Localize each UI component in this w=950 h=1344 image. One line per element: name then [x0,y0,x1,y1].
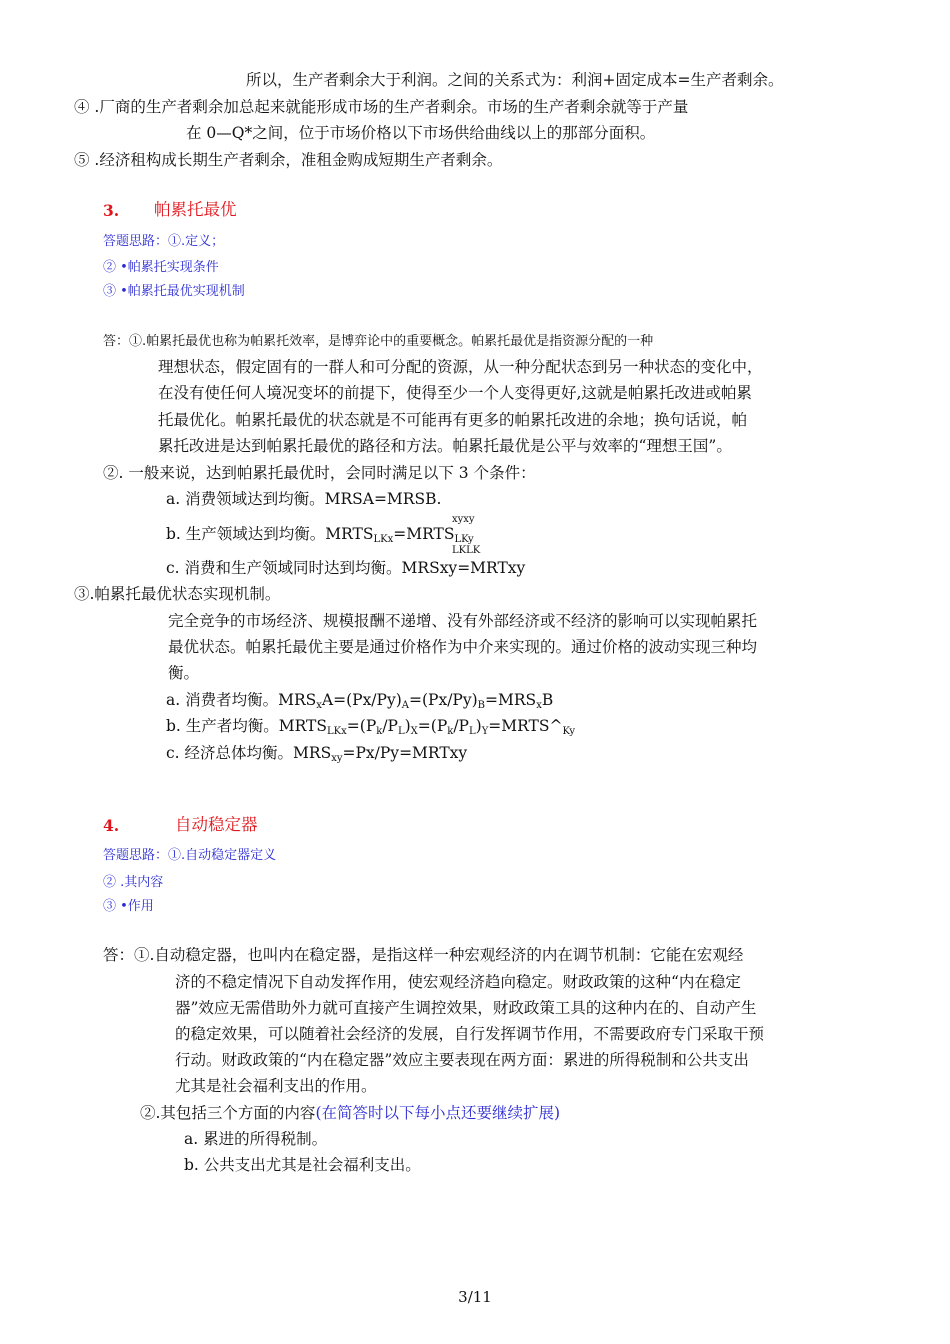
paragraph-line: 在 0—Q*之间，位于市场价格以下市场供给曲线以上的那部分面积。 [186,124,656,142]
content-item-a: a. 累进的所得税制。 [184,1130,328,1148]
mechanism-b [166,716,575,742]
subscript: k [447,726,454,737]
page-number: 3/11 [458,1288,492,1306]
answer-line-text: 答：①.帕累托最优也称为帕累托效率，是博弈论中的重要概念。帕累托最优是指资源分配的一种 [103,334,654,349]
answer-line: 行动。财政政策的“内在稳定器”效应主要表现在两方面：累进的所得税制和公共支出 [175,1051,749,1069]
conditions-intro: ②. 一般来说，达到帕累托最优时，会同时满足以下 3 个条件： [103,464,536,482]
section-3-number: 3. [103,201,120,220]
subscript: LKx [327,726,347,737]
paragraph-line: 所以，生产者剩余大于利润。之间的关系式为：利润+固定成本=生产者剩余。 [246,71,784,89]
mechanism-line: 完全竞争的市场经济、规模报酬不递增、没有外部经济或不经济的影响可以实现帕累托 [168,612,758,630]
subscript: A [401,700,409,711]
answer-line: 托最优化。帕累托最优的状态就是不可能再有更多的帕累托改进的余地；换句话说，帕 [158,411,748,429]
subscript: x [536,700,542,711]
answer-outline-3: ③ •作用 [103,899,154,914]
answer-outline-3: ③ •帕累托最优实现机制 [103,284,245,299]
answer-outline-1: 答题思路：①.定义； [103,234,225,249]
subscript: LKx [373,534,394,545]
condition-b-text: b. 生产领域达到均衡。MRTS [166,525,374,543]
formula-part: =MRTS^ [488,717,563,735]
section-4-title: 自动稳定器 [175,815,258,834]
answer-line: 答：①.自动稳定器，也叫内在稳定器，是指这样一种宏观经济的内在调节机制：它能在宏观经 [103,946,744,964]
subscript: LKy [454,534,474,545]
subscript: L [468,726,476,737]
formula-part: =(P [346,717,377,735]
condition-b [166,524,474,550]
subscript: Y [481,726,489,737]
answer-line: 的稳定效果，可以随着社会经济的发展，自行发挥调节作用，不需要政府专门采取干预 [175,1025,765,1043]
answer-line: 在没有使任何人境况变坏的前提下，使得至少一个人变得更好,这就是帕累托改进或帕累 [158,384,752,402]
mechanism-a [166,690,553,716]
formula-part: A=(Px/Py) [321,691,402,709]
formula-part: ) [475,717,482,735]
mechanism-a-text: a. 消费者均衡。MRS [166,691,317,709]
formula-part: =(Px/Py) [409,691,478,709]
formula-part: ) [404,717,411,735]
mechanism-line: 最优状态。帕累托最优主要是通过价格作为中介来实现的。通过价格的波动实现三种均 [168,638,758,656]
condition-a: a. 消费领域达到均衡。MRSA=MRSB. [166,490,442,508]
condition-a-subscripts: xyxy [452,514,475,525]
mechanism-line: 衡。 [168,664,200,682]
subscript: xy [331,753,343,764]
subscript: x [316,700,322,711]
condition-b-mid: =MRTS [393,525,455,543]
answer-line: 累托改进是达到帕累托最优的路径和方法。帕累托最优是公平与效率的“理想王国”。 [158,437,732,455]
mechanism-title: ③.帕累托最优状态实现机制。 [74,585,281,603]
list-item-4: ④ .厂商的生产者剩余加总起来就能形成市场的生产者剩余。市场的生产者剩余就等于产量 [74,98,689,116]
contents-intro-note: (在简答时以下每小点还要继续扩展) [315,1104,561,1122]
answer-line: 济的不稳定情况下自动发挥作用，使宏观经济趋向稳定。财政政策的这种“内在稳定 [175,973,741,991]
answer-line [103,330,653,352]
answer-line: 尤其是社会福利支出的作用。 [175,1077,377,1095]
subscript: L [397,726,405,737]
mechanism-c-text: c. 经济总体均衡。MRS [166,744,332,762]
subscript: k [376,726,383,737]
formula-part: /P [382,717,398,735]
answer-line: 器”效应无需借助外力就可直接产生调控效果，财政政策工具的这种内在的、自动产生 [175,999,757,1017]
contents-intro-text: ②.其包括三个方面的内容 [140,1104,316,1122]
subscript: B [477,700,486,711]
answer-outline-2: ② •帕累托实现条件 [103,260,219,275]
formula-part: =MRS [485,691,537,709]
mechanism-b-text: b. 生产者均衡。MRTS [166,717,328,735]
section-3-title: 帕累托最优 [154,200,237,219]
mechanism-c [166,743,467,769]
condition-c: c. 消费和生产领域同时达到均衡。MRSxy=MRTxy [166,559,526,577]
content-item-b: b. 公共支出尤其是社会福利支出。 [184,1156,421,1174]
subscript: Ky [562,726,575,737]
list-item-5: ⑤ .经济租构成长期生产者剩余，准租金购成短期生产者剩余。 [74,151,503,169]
formula-part: =(P [417,717,448,735]
condition-b-subscripts: LKLK [452,545,481,556]
answer-outline-1: 答题思路：①.自动稳定器定义 [103,848,277,863]
formula-part: =Px/Py=MRTxy [342,744,468,762]
subscript: X [410,726,418,737]
formula-part: /P [453,717,469,735]
formula-part: B [541,691,554,709]
answer-outline-2: ② .其内容 [103,875,164,890]
answer-line: 理想状态，假定固有的一群人和可分配的资源，从一种分配状态到另一种状态的变化中， [158,358,763,376]
section-4-number: 4. [103,816,120,835]
contents-intro [140,1103,560,1123]
